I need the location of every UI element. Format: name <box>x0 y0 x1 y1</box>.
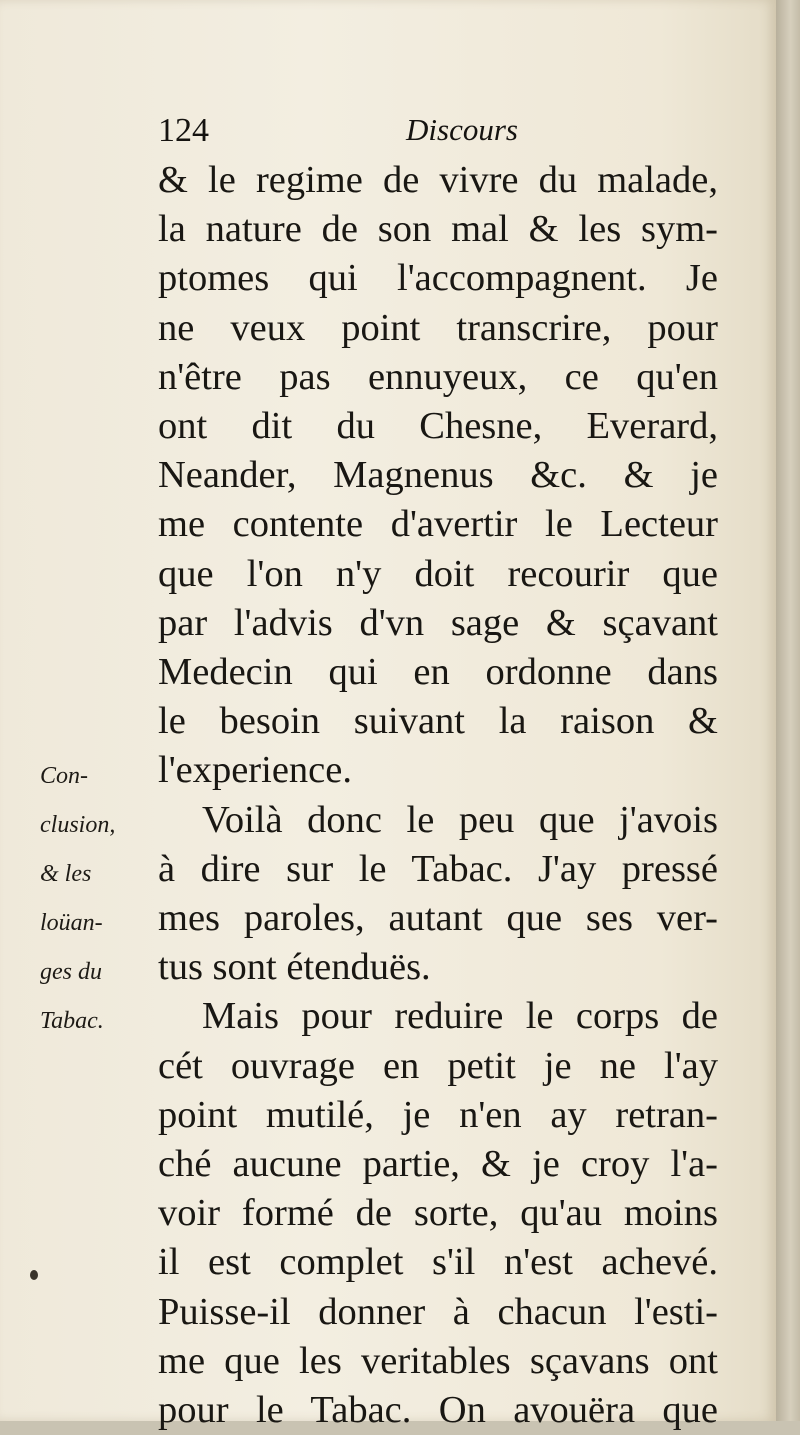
text-line: mes paroles, autant que ses ver- <box>158 897 718 940</box>
text-line: la nature de son mal & les sym- <box>158 208 718 251</box>
text-line: cét ouvrage en petit je ne l'ay <box>158 1044 718 1087</box>
text-line: ptomes qui l'accompagnent. Je <box>158 257 718 300</box>
text-line: Voilà donc le peu que j'avois <box>202 798 718 841</box>
text-line: que l'on n'y doit recourir que <box>158 552 718 595</box>
ink-spot <box>30 1270 38 1280</box>
text-line: Medecin qui en ordonne dans <box>158 651 718 694</box>
text-line: le besoin suivant la raison & <box>158 700 718 743</box>
text-line: tus sont étenduës. <box>158 946 431 989</box>
text-line: point mutilé, je n'en ay retran- <box>158 1093 718 1136</box>
text-line: l'experience. <box>158 749 352 792</box>
margin-note <box>40 752 160 1046</box>
text-line: ché aucune partie, & je croy l'a- <box>158 1143 718 1186</box>
text-line: n'être pas ennuyeux, ce qu'en <box>158 355 718 398</box>
text-line: & le regime de vivre du malade, <box>158 159 718 201</box>
text-line: par l'advis d'vn sage & sçavant <box>158 601 718 644</box>
margin-note-line: ges du <box>40 959 102 985</box>
page-header <box>158 112 578 156</box>
text-line: ont dit du Chesne, Everard, <box>158 405 718 448</box>
margin-note-line: clusion, <box>40 812 116 838</box>
text-line: il est complet s'il n'est achevé. <box>158 1241 718 1284</box>
text-line: me contente d'avertir le Lecteur <box>158 503 718 546</box>
text-line: voir formé de sorte, qu'au moins <box>158 1192 718 1235</box>
body-text <box>158 156 718 1435</box>
running-title: Discours <box>406 112 518 147</box>
text-line: ne veux point transcrire, pour <box>158 306 718 349</box>
page-number: 124 <box>158 112 209 149</box>
margin-note-line: Con- <box>40 763 88 789</box>
text-line: Mais pour reduire le corps de <box>202 995 718 1038</box>
page-edge <box>776 0 800 1421</box>
text-line: pour le Tabac. On avouëra que <box>158 1389 718 1432</box>
text-line: Neander, Magnenus &c. & je <box>158 454 718 497</box>
margin-note-line: loüan- <box>40 910 103 936</box>
text-line: à dire sur le Tabac. J'ay pressé <box>158 847 718 890</box>
margin-note-line: Tabac. <box>40 1008 104 1034</box>
text-line: me que les veritables sçavans ont <box>158 1339 718 1382</box>
margin-note-line: & les <box>40 861 92 887</box>
text-line: Puisse-il donner à chacun l'esti- <box>158 1290 718 1333</box>
